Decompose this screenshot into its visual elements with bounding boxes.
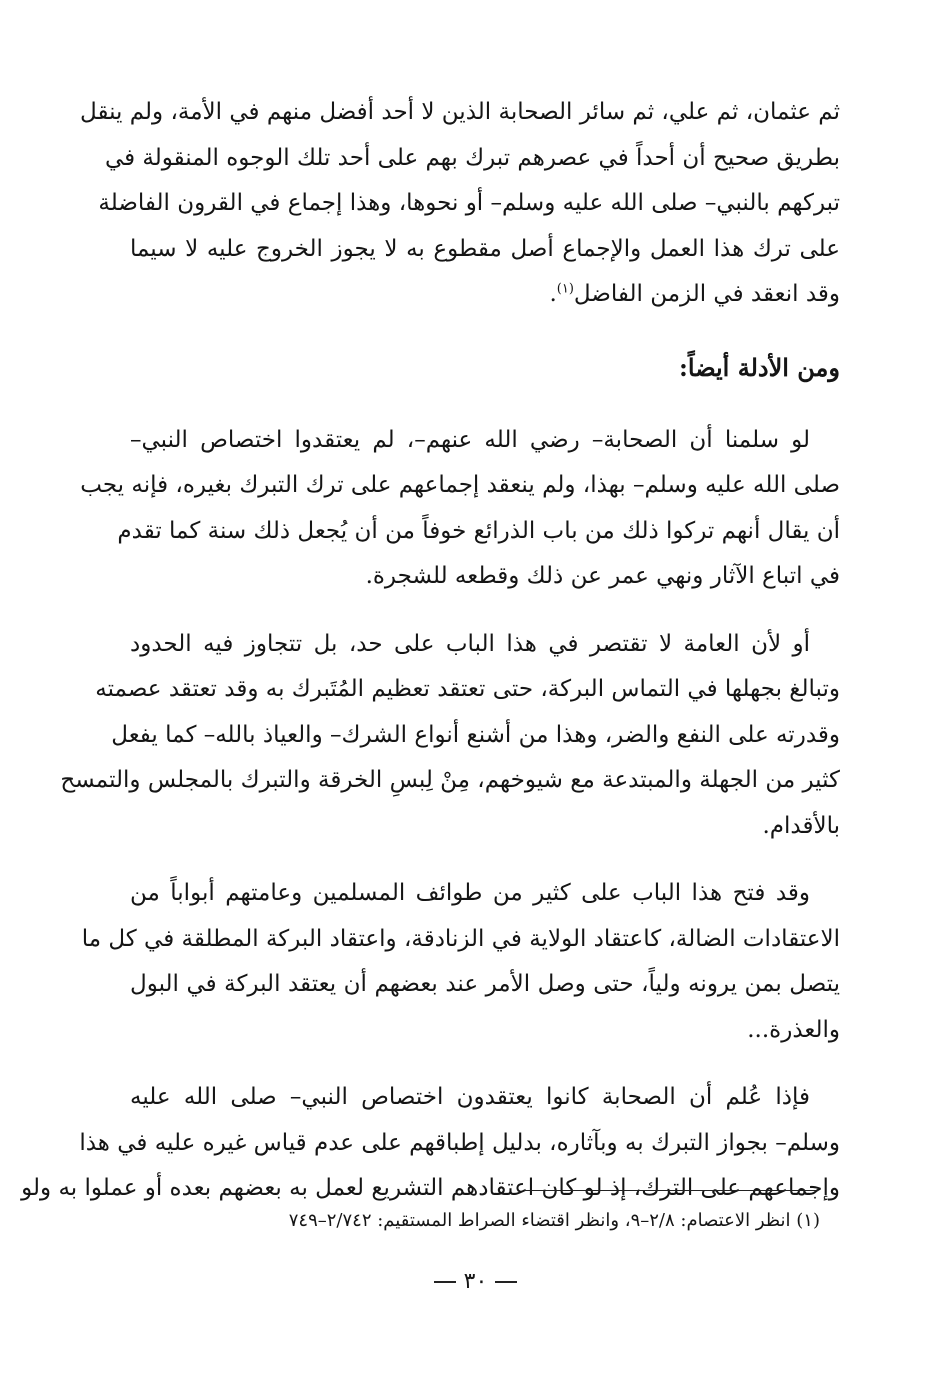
paragraph-gap [130,849,840,871]
text-line: وإجماعهم على الترك، إذ لو كان اعتقادهم التشريع لعمل به بعضهم بعده أو عملوا به ولو [21,1175,840,1201]
text-span: وقد انعقد في الزمن الفاضل [573,281,840,307]
paragraph-2 [80,418,840,600]
text-line: وتبالغ بجهلها في التماس البركة، حتى تعتقد تعظيم المُتَبرك به وقد تعتقد عصمته [95,676,840,702]
paragraph-gap [130,600,840,622]
paragraph-5 [21,1075,840,1212]
section-heading: ومن الأدلة أيضاً: [679,352,840,382]
paragraph-4 [81,871,840,1053]
text-line: وقدرته على النفع والضر، وهذا من أشنع أنواع الشرك– والعياذ بالله– كما يفعل [111,721,840,748]
text-line: صلى الله عليه وسلم– بهذا، ولم ينعقد إجماعهم على ترك التبرك بغيره، فإنه يجب [80,472,840,498]
text-line: تبركهم بالنبي– صلى الله عليه وسلم– أو نحوها، وهذا إجماع في القرون الفاضلة [98,190,840,216]
text-line: يتصل بمن يرونه ولياً، حتى وصل الأمر عند بعضهم أن يعتقد البركة في البول [130,971,840,997]
text-line: الاعتقادات الضالة، كاعتقاد الولاية في الزنادقة، واعتقاد البركة المطلقة في كل ما [81,925,840,952]
text-line: بطريق صحيح أن أحداً في عصرهم تبرك بهم على أحد تلك الوجوه المنقولة في [104,144,840,171]
text-line: أن يقال أنهم تركوا ذلك من باب الذرائع خوفاً من أن يُجعل ذلك سنة كما تقدم [117,517,840,544]
text-line: على ترك هذا العمل والإجماع أصل مقطوع به لا يجوز الخروج عليه لا سيما [130,235,840,262]
text-line: بالأقدام. [762,812,840,839]
text-line [130,272,840,318]
footnote-divider [524,1190,818,1191]
paragraph-1 [80,90,840,318]
text-line: وسلم– بجواز التبرك به وبآثاره، بدليل إطباقهم على عدم قياس غيره عليه في هذا [79,1129,840,1156]
footnote-marker: (١) [556,281,574,297]
text-line: كثير من الجهلة والمبتدعة مع شيوخهم، مِنْ لِبسِ الخرقة والتبرك بالمجلس والتمسح [60,767,840,793]
text-line: لو سلمنا أن الصحابة– رضي الله عنهم–، لم يعتقدوا اختصاص النبي– [130,426,810,453]
text-line: فإذا عُلم أن الصحابة كانوا يعتقدون اختصاص النبي– صلى الله عليه [130,1084,810,1110]
paragraph-3 [60,622,840,850]
page-number-dash [434,1281,456,1283]
text-line: في اتباع الآثار ونهي عمر عن ذلك وقطعه للشجرة. [365,563,840,589]
paragraph-gap [130,1053,840,1075]
text-line: وقد فتح هذا الباب على كثير من طوائف المسلمين وعامتهم أبواباً من [130,880,810,906]
paragraph-gap [130,396,840,418]
page-number: ٣٠ [463,1269,488,1294]
text-line: والعذرة... [747,1016,840,1043]
text-line: ثم عثمان، ثم علي، ثم سائر الصحابة الذين لا أحد أفضل منهم في الأمة، ولم ينقل [80,99,840,125]
text-span: . [549,281,557,307]
paragraph-gap [130,318,840,340]
body-text [21,90,840,1212]
page-number-dash [495,1281,517,1283]
footnote: (١) انظر الاعتصام: ٢/٨–٩، وانظر اقتضاء الصراط المستقيم: ٢/٧٤٢–٧٤٩ [288,1210,820,1231]
page-number-block [0,1262,951,1302]
text-line: أو لأن العامة لا تقتصر في هذا الباب على حد، بل تتجاوز فيه الحدود [130,630,810,657]
